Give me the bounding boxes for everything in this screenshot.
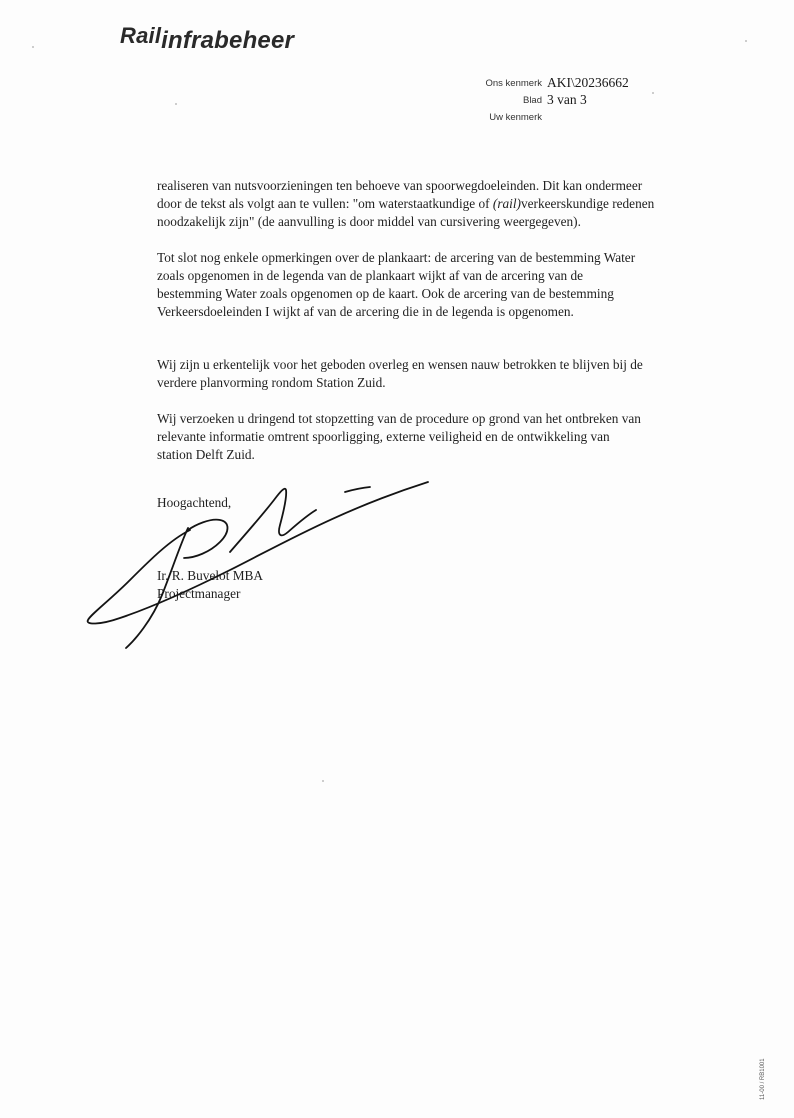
body-line: Wij zijn u erkentelijk voor het geboden overleg en wensen nauw betrokken te blijven bij de [157, 357, 643, 372]
paragraph-stopzetting [157, 410, 737, 464]
logo-text-rail: Rail [120, 23, 162, 48]
body-line: Tot slot nog enkele opmerkingen over de plankaart: de arcering van de bestemming Water [157, 250, 636, 265]
paragraph-nutsvoorzieningen [157, 177, 737, 231]
railinfrabeheer-logo [120, 22, 295, 54]
ons-kenmerk-value: AKI\20236662 [547, 75, 629, 90]
closing-salutation: Hoogachtend, [157, 495, 232, 510]
body-line: station Delft Zuid. [157, 447, 255, 462]
body-line: zoals opgenomen in de legenda van de plankaart wijkt af van de arcering van de [157, 268, 584, 283]
scan-speck [322, 780, 324, 782]
uw-kenmerk-label: Uw kenmerk [489, 112, 542, 123]
ons-kenmerk-label: Ons kenmerk [485, 78, 542, 89]
body-line [157, 195, 737, 213]
body-line: verdere planvorming rondom Station Zuid. [157, 375, 386, 390]
signatory-title: Projectmanager [157, 586, 241, 601]
body-line: Verkeersdoeleinden I wijkt af van de arcering die in de legenda is opgenomen. [157, 304, 574, 319]
paragraph-overleg [157, 356, 737, 392]
handwritten-signature [80, 470, 440, 660]
scan-speck [32, 46, 34, 48]
letter-body [157, 177, 737, 464]
body-line: realiseren van nutsvoorzieningen ten behoeve van spoorwegdoeleinden. Dit kan ondermeer [157, 178, 643, 193]
body-line: Wij verzoeken u dringend tot stopzetting van de procedure op grond van het ontbreken van [157, 411, 641, 426]
blad-value: 3 van 3 [547, 92, 587, 107]
scan-speck [652, 92, 654, 94]
scan-speck [175, 103, 177, 105]
logo-text-infrabeheer: infrabeheer [161, 27, 295, 54]
footer-form-code: 11-00 / RB1001 [760, 1058, 766, 1100]
signatory-name: Ir. R. Buvelot MBA [157, 568, 264, 583]
scan-speck [745, 40, 747, 42]
italic-rail: (rail) [492, 196, 521, 211]
body-line: noodzakelijk zijn" (de aanvulling is door middel van cursivering weergegeven). [157, 214, 581, 229]
blad-label: Blad [522, 95, 542, 106]
paragraph-plankaart [157, 249, 737, 321]
body-line-part: door de tekst als volgt aan te vullen: "om waterstaatkundige of [157, 196, 493, 211]
body-line: bestemming Water zoals opgenomen op de kaart. Ook de arcering van de bestemming [157, 286, 614, 301]
body-line-part: verkeerskundige redenen [521, 196, 655, 211]
body-line: relevante informatie omtrent spoorligging, externe veiligheid en de ontwikkeling van [157, 429, 610, 444]
